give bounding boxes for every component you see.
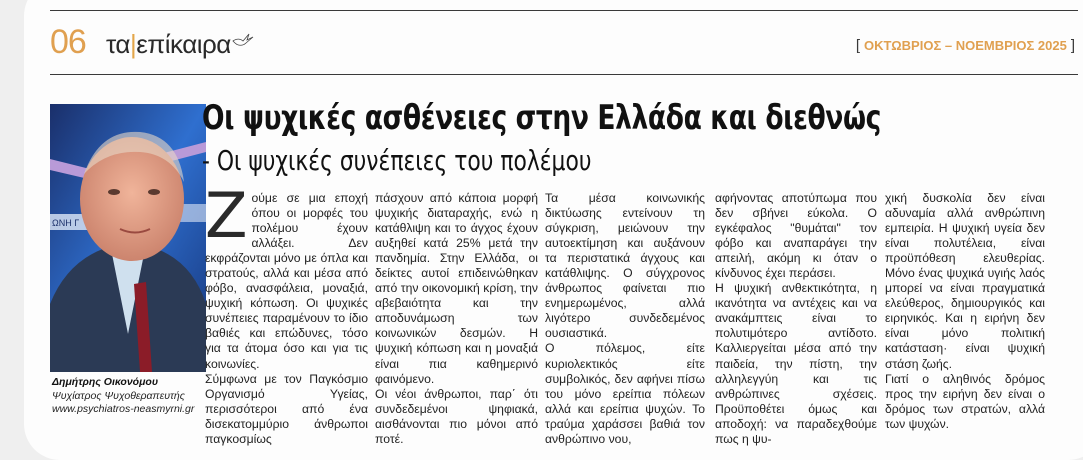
paragraph: Τα μέσα κοινωνικής δικτύωσης εντείνουν τη σύγκριση, μειώνουν την αυτοεκτίμηση και αυξάνουν τα περιστατικά άγχους και κατάθλιψης. Ο σύγχρονος άνθρωπος φαίνεται πιο ενημερωμένος, αλλά λιγότερο συνδεδεμένος ουσιαστικά. [545, 191, 705, 341]
author-website[interactable]: www.psychiatros-neasmyrni.gr [52, 403, 195, 415]
paragraph: Γιατί ο αληθινός δρόμος προς την ειρήνη δεν είναι ο δρόμος των στρατών, αλλά των ψυχών. [885, 371, 1045, 431]
logo-prefix: τα [106, 29, 130, 59]
header-top-rule [50, 10, 1078, 11]
article-column-5 [885, 191, 1045, 432]
logo-accent: | [129, 29, 137, 59]
article-column-4 [715, 191, 877, 447]
author-photo [50, 104, 206, 372]
header-bottom-rule [50, 74, 1078, 75]
issue-dateline [852, 38, 1079, 54]
author-portrait-image [50, 104, 206, 372]
article-column-1 [205, 179, 368, 447]
logo-suffix: επίκαιρα [136, 29, 231, 59]
issue-date: ΟΚΤΩΒΡΙΟΣ – ΝΟΕΜΒΡΙΟΣ 2025 [864, 38, 1067, 53]
paragraph: Η ψυχική ανθεκτικότητα, η ικανότητα να αντέχεις και να ανακάμπτεις είναι το πολυτιμότερο αντίδοτο. Καλλιεργείται μέσα από την παιδεία, την πίστη, την αλληλεγγύη και τις ανθρώπινες σχέσεις. Προϋποθέτει όμως και αποδοχή: να παραδεχθούμε πως η ψυ- [715, 281, 877, 446]
paragraph: ούμε σε μια εποχή όπου οι μορφές του πολέμου έχουν αλλάξει. Δεν εκφράζονται μόνο με όπλα και στρατούς, αλλά και μέσα από φόβο, ανασφάλεια, μοναξιά, ψυχική κόπωση. Οι ψυχικές συνέπειες παραμένουν το ίδιο βαθιές και επώδυνες, τόσο για τα άτομα όσο και για τις κοινωνίες. [205, 191, 368, 371]
paragraph: Οι νέοι άνθρωποι, παρ΄ ότι συνδεδεμένοι ψηφιακά, αισθάνονται πιο μόνοι από ποτέ. [375, 386, 538, 446]
bracket-open: [ [855, 37, 861, 54]
article-subtitle: - Οι ψυχικές συνέπειες του πολέμου [202, 144, 592, 177]
paragraph: πάσχουν από κάποια μορφή ψυχικής διαταραχής, ενώ η κατάθλιψη και το άγχος έχουν αυξηθεί κατά 25% μετά την πανδημία. Στην Ελλάδα, οι δείκτες αυτοί επιδεινώθηκαν από την οικονομική κρίση, την αβεβαιότητα και την αποδυνάμωση των κοινωνικών δεσμών. Η ψυχική κόπωση και η μοναξιά είναι πια καθημερινό φαινόμενο. [375, 191, 538, 386]
article-column-2 [375, 191, 538, 447]
paragraph: Σύμφωνα με τον Παγκόσμιο Οργανισμό Υγείας, περισσότεροι από ένα δισεκατομμύριο άνθρωποι παγκοσμίως [205, 371, 368, 446]
photo-caption [52, 376, 194, 417]
author-role: Ψυχίατρος Ψυχοθεραπευτής [52, 389, 185, 402]
svg-text:ΩΝΗ Γ: ΩΝΗ Γ [52, 218, 80, 228]
author-name: Δημήτρης Οικονόμου [52, 376, 159, 388]
page-number: 06 [50, 23, 86, 61]
paragraph: χική δυσκολία δεν είναι αδυναμία αλλά ανθρώπινη εμπειρία. Η ψυχική υγεία δεν είναι πολυτέλεια, είναι προϋπόθεση ελευθερίας. Μόνο ένας ψυχικά υγιής λαός μπορεί να είναι πραγματικά ελεύθερος, δημιουργικός και ειρηνικός. Και η ειρήνη δεν είναι μόνο πολιτική κατάσταση· είναι ψυχική στάση ζωής. [885, 191, 1045, 371]
paragraph: αφήνοντας αποτύπωμα που δεν σβήνει εύκολα. Ο εγκέφαλος "θυμάται" τον φόβο και αναπαράγει την απειλή, ακόμη κι όταν ο κίνδυνος έχει περάσει. [715, 191, 877, 281]
drop-cap: Ζ [205, 179, 248, 252]
dove-icon [232, 32, 254, 48]
paragraph: Ο πόλεμος, είτε κυριολεκτικός είτε συμβολικός, δεν αφήνει πίσω του μόνο ερείπια πόλεων αλλά και ερείπια ψυχών. Το τραύμα χαράσσει βαθιά τον ανθρώπινο νου, [545, 341, 705, 446]
article-column-3 [545, 191, 705, 447]
section-logo [106, 28, 254, 60]
article-title: Οι ψυχικές ασθένειες στην Ελλάδα και διεθνώς [202, 98, 881, 138]
bracket-close: ] [1070, 37, 1075, 54]
